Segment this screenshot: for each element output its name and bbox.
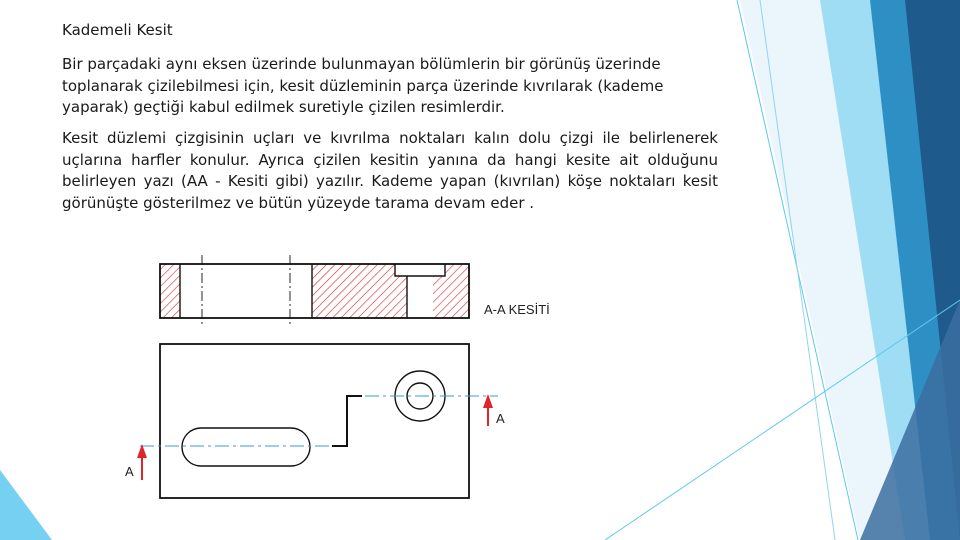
arrow-right <box>483 394 493 426</box>
top-view <box>140 344 498 498</box>
arrow-left <box>137 444 147 480</box>
section-label: A-A KESİTİ <box>484 302 550 317</box>
section-view <box>160 255 469 326</box>
paragraph-definition: Bir parçadaki aynı eksen üzerinde bulunmayan bölümlerin bir görünüş üzerinde toplanarak çizilebilmesi için, kesit düzleminin parça üzerinde kıvrılarak (kademe yaparak) geçtiği kabul edilmek suretiyle çizilen resimlerdir. <box>62 55 664 117</box>
arrow-right-label: A <box>496 411 505 426</box>
cutting-plane-step <box>332 396 362 446</box>
hole-void <box>407 276 433 318</box>
paragraph-rules: Kesit düzlemi çizgisinin uçları ve kıvrılma noktaları kalın dolu çizgi ile belirlenerek uçlarına harfler konulur. Ayrıca çizilen kesitin yanına da hangi kesite ait olduğunu belirleyen yazı (AA - Kesiti gibi) yazılır. Kademe yapan (kıvrılan) köşe noktaları kesit görünüşte gösterilmez ve bütün yüzeyde tarama devam eder . <box>62 129 718 212</box>
slide-title: Kademeli Kesit <box>62 21 173 39</box>
counterbore-void <box>395 264 445 276</box>
arrow-left-label: A <box>125 464 134 479</box>
deco-left-triangle <box>0 470 52 540</box>
technical-drawing <box>120 250 600 510</box>
slot-outline <box>182 428 310 466</box>
section-hatch-left <box>160 264 180 318</box>
